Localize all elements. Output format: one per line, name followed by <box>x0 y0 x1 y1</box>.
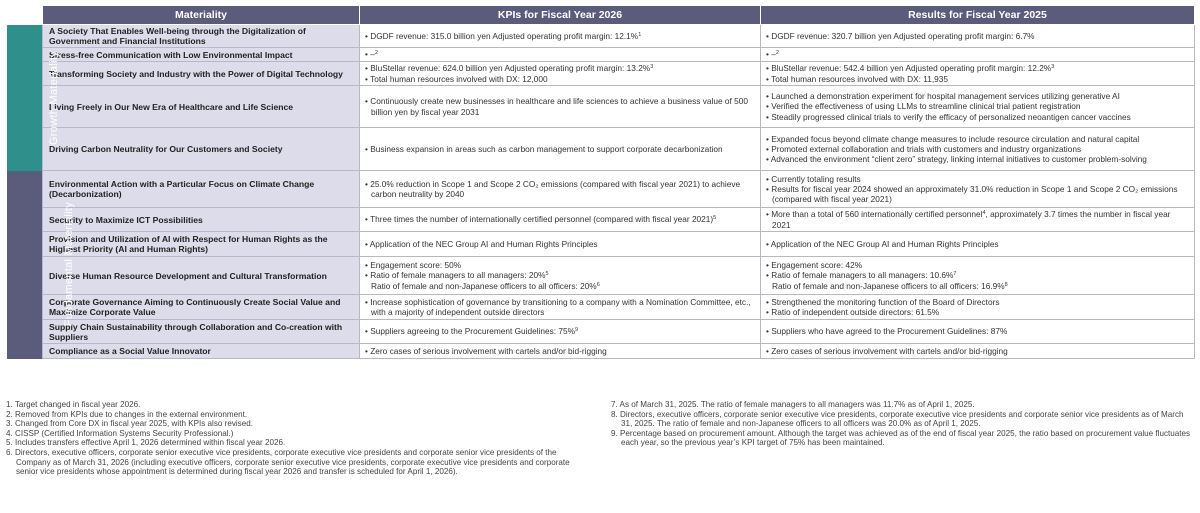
result-cell <box>761 295 1195 320</box>
table-row <box>7 128 1195 171</box>
materiality-name: Compliance as a Social Value Innovator <box>43 344 360 359</box>
footnote-ref: 2 <box>775 50 779 57</box>
footnote-ref: 7 <box>953 271 957 278</box>
bullet-text: Promoted external collaboration and trials with customers and industry organizations <box>771 143 1082 154</box>
footnote: 7. As of March 31, 2025. The ratio of female managers to all managers was 11.7% as of April 1, 2025. <box>611 400 975 409</box>
result-cell <box>761 171 1195 208</box>
result-cell <box>761 128 1195 171</box>
footnote-ref: 6 <box>596 281 600 288</box>
bullet-text: Application of the NEC Group AI and Human Rights Principles <box>770 238 999 249</box>
footnote: 5. Includes transfers effective April 1, 2026 determined within fiscal year 2026. <box>6 438 286 448</box>
materiality-table-wrapper <box>6 5 1194 359</box>
materiality-name: A Society That Enables Well-being through the Digitalization of Government and Financial Institutions <box>43 25 360 48</box>
bullet-text: – <box>370 49 375 60</box>
bullet-text: Application of the NEC Group AI and Human Rights Principles <box>369 238 598 249</box>
bullet-text: Suppliers who have agreed to the Procurement Guidelines: 87% <box>771 326 1008 337</box>
footnote-ref: 1 <box>638 31 642 38</box>
bullet-item <box>766 260 1189 270</box>
footnote: 9. Percentage based on procurement amount. Although the target was achieved as of the end of fiscal year 2025, the ratio based on procurement value fluctuates each year, so the previous year’s KPI target of 75% has been maintained. <box>611 428 1191 448</box>
bullet-item <box>766 281 1189 291</box>
footnote: 2. Removed from KPIs due to changes in the external environment. <box>6 409 248 419</box>
header-row <box>7 6 1195 25</box>
category-label: Fundamental Materiality <box>62 202 75 327</box>
bullet-item <box>766 31 1189 41</box>
result-cell <box>761 48 1195 62</box>
footnote-ref: 5 <box>713 215 717 222</box>
bullet-text: Currently totaling results <box>771 173 861 184</box>
bullet-text: Ratio of female and non-Japanese officers to all officers: 16.9% <box>772 280 1005 291</box>
bullet-item <box>766 74 1189 84</box>
bullet-item <box>766 209 1189 229</box>
footnotes-left <box>6 400 576 477</box>
kpi-cell <box>360 232 761 257</box>
bullet-text: DGDF revenue: 320.7 billion yen Adjusted operating profit margin: 6.7% <box>771 30 1035 41</box>
bullet-item <box>766 91 1189 101</box>
bullet-item <box>766 49 1189 59</box>
footnote: 8. Directors, executive officers, corporate senior executive vice presidents, corporate executive vice presidents and corporate senior vice presidents as of March 31, 2025. The ratio of female and non-Japanese officers to all officers was 20.0% as of April 1, 2025. <box>611 409 1184 429</box>
kpi-cell <box>360 171 761 208</box>
bullet-item <box>365 326 755 336</box>
materiality-table <box>6 5 1195 359</box>
table-row <box>7 62 1195 86</box>
result-cell <box>761 320 1195 344</box>
footnotes-right <box>611 400 1194 448</box>
bullet-text: Strengthened the monitoring function of the Board of Directors <box>771 296 1000 307</box>
footnote: 4. CISSP (Certified Information Systems Security Professional.) <box>6 428 234 438</box>
result-cell <box>761 86 1195 128</box>
bullet-text: Steadily progressed clinical trials to verify the efficacy of personalized neoantigen cancer vaccines <box>771 111 1131 122</box>
table-row <box>7 320 1195 344</box>
bullet-item <box>365 49 755 59</box>
bullet-item <box>766 174 1189 184</box>
materiality-name: Supply Chain Sustainability through Collaboration and Co-creation with Suppliers <box>43 320 360 344</box>
bullet-item <box>365 281 755 291</box>
materiality-name: Transforming Society and Industry with the Power of Digital Technology <box>43 62 360 86</box>
table-row <box>7 86 1195 128</box>
bullet-text: Verified the effectiveness of using LLMs to streamline clinical trial patient registration <box>771 101 1081 112</box>
bullet-item <box>766 63 1189 73</box>
bullet-item <box>365 74 755 84</box>
bullet-text: Ratio of female and non-Japanese officers to all officers: 20% <box>371 280 597 291</box>
bullet-item <box>365 144 755 154</box>
result-cell <box>761 62 1195 86</box>
bullet-item <box>365 260 755 270</box>
bullet-text: – <box>771 49 776 60</box>
bullet-item <box>766 297 1189 307</box>
table-row <box>7 171 1195 208</box>
bullet-text: Suppliers agreeing to the Procurement Guidelines: 75% <box>370 326 575 337</box>
kpi-cell <box>360 257 761 295</box>
footnote-ref: 8 <box>1004 281 1008 288</box>
bullet-text: Ratio of independent outside directors: 61.5% <box>771 307 940 317</box>
footnote: 3. Changed from Core DX in fiscal year 2025, with KPIs also revised. <box>6 419 253 429</box>
footnote: 1. Target changed in fiscal year 2026. <box>6 400 141 409</box>
bullet-text: Launched a demonstration experiment for hospital management services utilizing generative AI <box>771 91 1120 102</box>
bullet-text: More than a total of 560 internationally certified personnel <box>771 209 983 220</box>
table-row <box>7 344 1195 359</box>
bullet-text: Total human resources involved with DX: 11,935 <box>771 73 949 84</box>
bullet-text: Zero cases of serious involvement with cartels and/or bid-rigging <box>370 345 607 356</box>
bullet-item <box>365 96 755 116</box>
bullet-text: Engagement score: 42% <box>771 260 863 271</box>
results-header: Results for Fiscal Year 2025 <box>761 6 1195 25</box>
bullet-item <box>766 270 1189 280</box>
bullet-item <box>766 112 1189 122</box>
bullet-text: Ratio of female managers to all managers: 20% <box>370 270 546 281</box>
kpi-cell <box>360 86 761 128</box>
kpi-cell <box>360 344 761 359</box>
bullet-text: Three times the number of internationally certified personnel (compared with fiscal year 2021) <box>370 214 714 225</box>
bullet-item <box>365 239 755 249</box>
bullet-text: BluStellar revenue: 542.4 billion yen Adjusted operating profit margin: 12.2% <box>771 63 1052 74</box>
bullet-text: Zero cases of serious involvement with cartels and/or bid-rigging <box>771 345 1008 356</box>
corner-cell <box>7 6 43 25</box>
footnote-ref: 2 <box>374 50 378 57</box>
kpis-header: KPIs for Fiscal Year 2026 <box>360 6 761 25</box>
bullet-item <box>365 346 755 356</box>
bullet-text: Business expansion in areas such as carbon management to support corporate decarbonization <box>370 143 723 154</box>
kpi-cell <box>360 48 761 62</box>
bullet-item <box>766 239 1189 249</box>
bullet-item <box>766 346 1189 356</box>
bullet-text: Expanded focus beyond climate change measures to include resource circulation and natural capital <box>771 133 1140 144</box>
kpi-cell <box>360 208 761 232</box>
bullet-text: DGDF revenue: 315.0 billion yen Adjusted operating profit margin: 12.1% <box>370 30 639 41</box>
bullet-text: Results for fiscal year 2024 showed an approximately 31.0% reduction in Scope 1 and Scope 2 CO₂ emissions (compared with fiscal year 2021) <box>771 183 1178 205</box>
result-cell <box>761 25 1195 48</box>
materiality-name: Diverse Human Resource Development and Cultural Transformation <box>43 257 360 295</box>
result-cell <box>761 257 1195 295</box>
bullet-text: Increase sophistication of governance by transitioning to a company with a Nomination Committee, etc., with a majority of independent outside directors <box>370 296 751 317</box>
footnote-ref: 9 <box>575 327 579 334</box>
bullet-item <box>766 154 1189 164</box>
footnote-ref: 4 <box>982 210 986 217</box>
table-row <box>7 48 1195 62</box>
bullet-text: Advanced the environment “client zero” strategy, linking internal initiatives to customer problem-solving <box>770 154 1147 165</box>
footnote-ref: 3 <box>650 64 654 71</box>
footnote: 6. Directors, executive officers, corporate senior executive vice presidents, corporate executive vice presidents and corporate senior vice presidents of the Company as of March 31, 2026 (including executive officers, corporate senior executive vice presidents, corporate executive vice presidents and corporate senior vice presidents whose appointment is determined during fiscal year 2026 and transfer is scheduled for April 1, 2026). <box>6 447 570 477</box>
materiality-name: Security to Maximize ICT Possibilities <box>43 208 360 232</box>
materiality-name: Environmental Action with a Particular Focus on Climate Change (Decarbonization) <box>43 171 360 208</box>
materiality-name: Corporate Governance Aiming to Continuously Create Social Value and Maximize Corporate Value <box>43 295 360 320</box>
table-row <box>7 25 1195 48</box>
bullet-item <box>365 63 755 73</box>
category-growth <box>7 25 60 171</box>
bullet-text: BluStellar revenue: 624.0 billion yen Adjusted operating profit margin: 13.2% <box>370 63 651 74</box>
result-cell <box>761 344 1195 359</box>
table-row <box>7 257 1195 295</box>
bullet-item <box>365 31 755 41</box>
bullet-item <box>766 101 1189 111</box>
materiality-header: Materiality <box>43 6 360 25</box>
bullet-text: Ratio of female managers to all managers: 10.6% <box>771 270 954 281</box>
bullet-item <box>365 214 755 224</box>
bullet-text: Engagement score: 50% <box>370 260 462 271</box>
category-label: Growth Materiality <box>47 50 60 145</box>
bullet-item <box>766 307 1189 317</box>
bullet-item <box>766 134 1189 144</box>
footnote-ref: 3 <box>1051 64 1055 71</box>
materiality-name: Driving Carbon Neutrality for Our Customers and Society <box>43 128 360 171</box>
bullet-text: Continuously create new businesses in healthcare and life sciences to achieve a business value of 500 billion yen by fiscal year 2031 <box>370 96 748 117</box>
materiality-name: Living Freely in Our New Era of Healthcare and Life Science <box>43 86 360 128</box>
bullet-text-tail: , approximately 3.7 times the number in fiscal year 2021 <box>772 209 1171 230</box>
kpi-cell <box>360 128 761 171</box>
result-cell <box>761 208 1195 232</box>
materiality-name: Provision and Utilization of AI with Respect for Human Rights as the Highest Priority (AI and Human Rights) <box>43 232 360 257</box>
result-cell <box>761 232 1195 257</box>
category-fundamental <box>7 171 75 359</box>
table-body <box>7 25 1195 359</box>
bullet-item <box>766 326 1189 336</box>
kpi-cell <box>360 25 761 48</box>
kpi-cell <box>360 295 761 320</box>
bullet-item <box>766 144 1189 154</box>
bullet-item <box>766 184 1189 204</box>
table-row <box>7 232 1195 257</box>
footnote-ref: 5 <box>545 271 549 278</box>
kpi-cell <box>360 320 761 344</box>
table-row <box>7 295 1195 320</box>
materiality-name: Stress-free Communication with Low Environmental Impact <box>43 48 360 62</box>
bullet-item <box>365 270 755 280</box>
bullet-text: Total human resources involved with DX: 12,000 <box>370 73 548 84</box>
bullet-item <box>365 297 755 317</box>
kpi-cell <box>360 62 761 86</box>
bullet-item <box>365 179 755 199</box>
bullet-text: 25.0% reduction in Scope 1 and Scope 2 CO₂ emissions (compared with fiscal year 2021) to achieve carbon neutrality by 2040 <box>370 178 741 199</box>
table-row <box>7 208 1195 232</box>
